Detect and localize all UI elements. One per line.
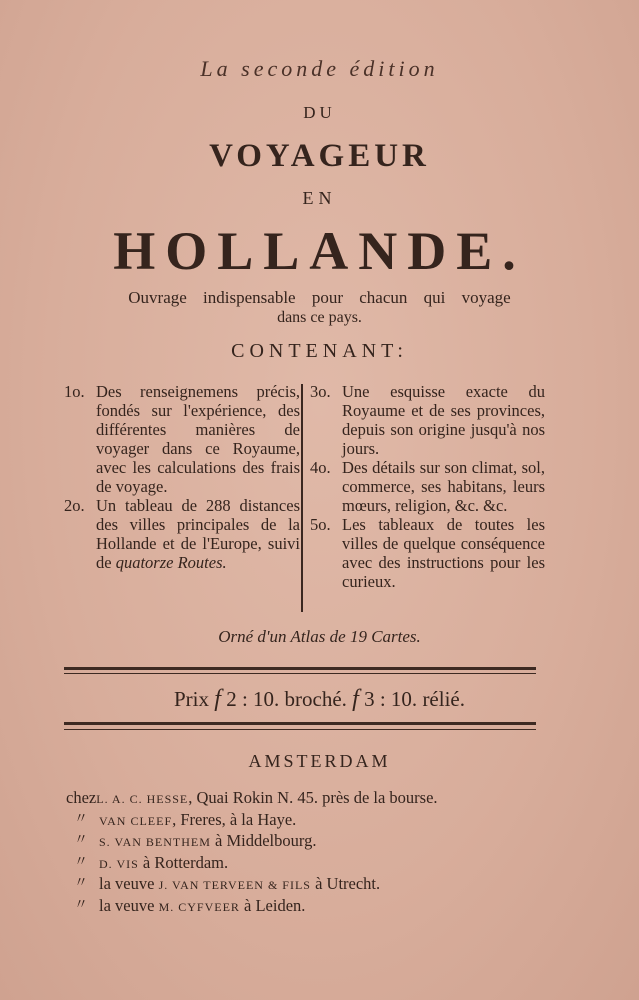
publisher-name: D. VIS [99, 856, 139, 871]
ditto-mark: 〃 [74, 833, 88, 848]
item-text: Les tableaux de toutes les villes de quelque conséquence avec des instructions pour les curieux. [342, 515, 545, 591]
title-en: EN [302, 188, 337, 208]
publisher-name: VAN CLEEF [99, 813, 173, 828]
publisher-address: , Quai Rokin N. 45. près de la bourse. [188, 788, 438, 807]
contents-heading: CONTENANT: [231, 340, 408, 362]
contents-right-column [310, 382, 545, 591]
item-number: 5o. [310, 515, 331, 534]
publisher-address: à Utrecht. [310, 874, 381, 893]
contents-item [310, 382, 545, 458]
double-rule-top-thin [64, 673, 536, 674]
item-text-italic: quatorze Routes. [115, 553, 227, 572]
ditto-mark: 〃 [74, 876, 88, 891]
item-text: Des renseignemens précis, fondés sur l'expérience, des différentes manières de voyager dans ce Royaume, avec les calculations des frais de voyage. [96, 382, 300, 496]
publisher-line [66, 810, 566, 832]
title-du: DU [303, 103, 336, 122]
publisher-prefix: la veuve [99, 874, 159, 893]
price-label: Prix [174, 687, 210, 711]
price-relie-value: 3 : 10. [364, 687, 418, 711]
column-divider [301, 384, 303, 612]
double-rule-top [64, 667, 536, 670]
item-text: Des détails sur son climat, sol, commerce, ses habitans, leurs mœurs, religion, &c. &c. [342, 458, 545, 515]
publisher-address: , Freres, à la Haye. [172, 809, 297, 829]
item-text-body: Un tableau de 288 distances des villes principales de la Hollande et de l'Europe, suivi de [96, 496, 300, 572]
title-hollande: HOLLANDE. [113, 221, 526, 281]
publisher-line [66, 853, 566, 875]
item-text: Une esquisse exacte du Royaume et de ses provinces, depuis son origine jusqu'à nos jours. [342, 382, 545, 458]
contents-left-column [64, 382, 300, 572]
contents-item [64, 382, 300, 496]
subtitle-line-2: dans ce pays. [277, 309, 362, 326]
contents-item [310, 515, 545, 591]
item-text [96, 496, 300, 572]
imprint-city: AMSTERDAM [248, 751, 391, 771]
title-voyageur: VOYAGEUR [209, 138, 430, 174]
price-relie-label: rélié. [422, 687, 465, 711]
subtitle-line-1: Ouvrage indispensable pour chacun qui voyage [128, 288, 511, 307]
item-number: 4o. [310, 458, 331, 477]
publisher-address: à Middelbourg. [210, 831, 317, 850]
publisher-name: L. A. C. HESSE [96, 792, 189, 806]
contents-item [310, 458, 545, 515]
price-broche-value: 2 : 10. [226, 687, 280, 711]
publisher-address: à Rotterdam. [138, 852, 229, 872]
item-number: 1o. [64, 382, 85, 401]
publisher-line [66, 896, 566, 918]
contents-item [64, 496, 300, 572]
atlas-line: Orné d'un Atlas de 19 Cartes. [218, 627, 421, 646]
price-line [0, 686, 639, 713]
item-number: 3o. [310, 382, 331, 401]
item-number: 2o. [64, 496, 85, 515]
edition-line: La seconde édition [200, 56, 439, 81]
publisher-line [66, 788, 566, 810]
ditto-mark: 〃 [74, 897, 88, 913]
ditto-mark: 〃 [74, 811, 88, 827]
double-rule-bottom [64, 722, 536, 725]
publisher-name: J. VAN TERVEEN & FILS [158, 878, 311, 892]
ditto-mark: 〃 [74, 854, 88, 870]
publisher-name: S. VAN BENTHEM [99, 835, 211, 849]
publisher-address: à Leiden. [239, 895, 306, 915]
publisher-list [66, 788, 566, 917]
publisher-prefix: chez [66, 788, 97, 807]
publisher-line [66, 831, 566, 853]
publisher-name: M. CYFVEER [158, 899, 240, 914]
price-broche-label: broché. [284, 687, 347, 711]
currency-florin: f [214, 686, 221, 712]
currency-florin: f [352, 686, 359, 712]
double-rule-bottom-thin [64, 729, 536, 730]
publisher-prefix: la veuve [99, 895, 159, 915]
publisher-line [66, 874, 566, 896]
